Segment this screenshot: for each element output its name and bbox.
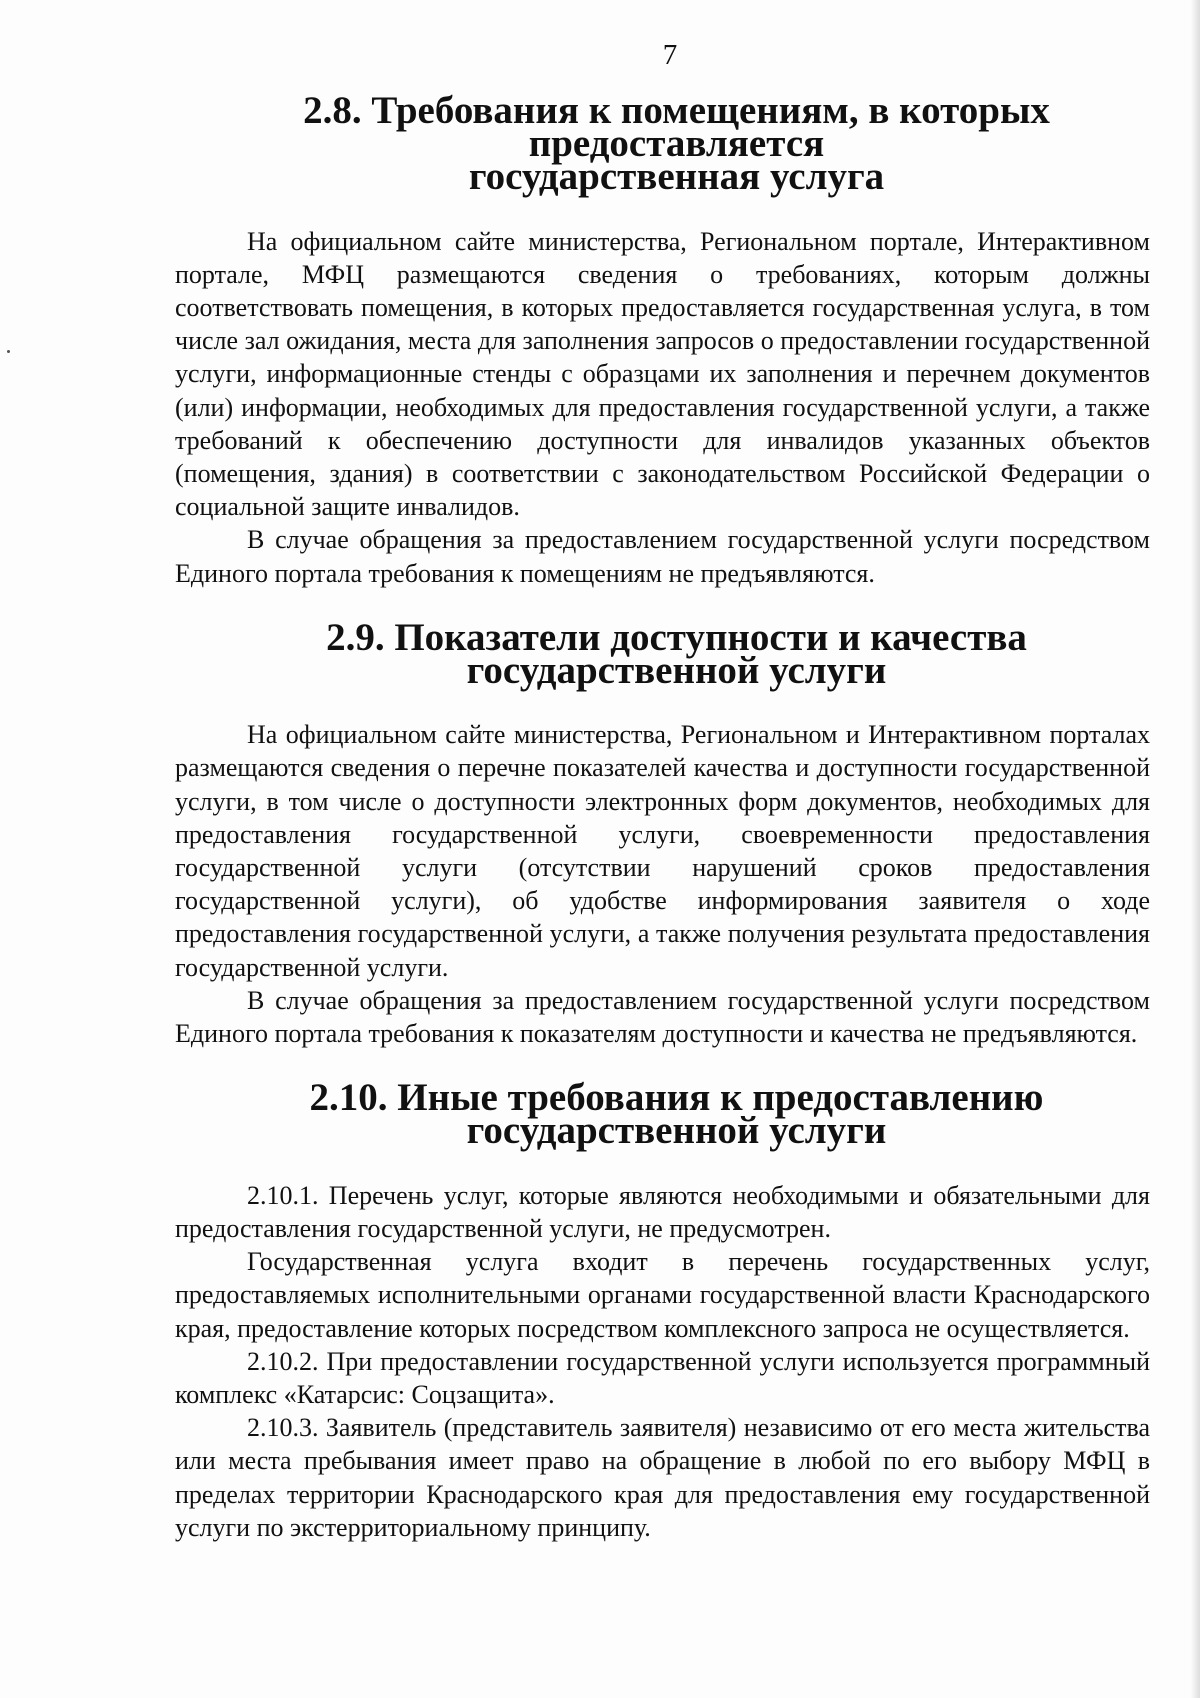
paragraph: В случае обращения за предоставлением государственной услуги посредством Единого портала требования к помещениям не предъявляются.	[175, 525, 1150, 588]
paragraph: На официальном сайте министерства, Региональном и Интерактивном порталах размещаются сведения о перечне показателей качества и доступности государственной услуги, в том числе о доступности электронных форм документов, необходимых для предоставления государственной услуги, своевременности предоставления государственной услуги (отсутствии нарушений сроков предоставления государственной услуги), об удобстве информирования заявителя о ходе предоставления государственной услуги, а также получения результата предоставления государственной услуги.	[175, 720, 1150, 982]
section-heading	[175, 1076, 1150, 1153]
scan-speck	[7, 350, 10, 353]
section-heading	[175, 89, 1150, 199]
paragraph: 2.10.2. При предоставлении государственной услуги используется программный комплекс «Катарсис: Соцзащита».	[175, 1346, 1150, 1409]
paragraph: 2.10.3. Заявитель (представитель заявителя) независимо от его места жительства или места пребывания имеет право на обращение в любой по его выбору МФЦ в пределах территории Краснодарского края для предоставления ему государственной услуги по экстерриториальному принципу.	[175, 1413, 1150, 1542]
section-2-8	[175, 89, 1150, 590]
paragraph: В случае обращения за предоставлением государственной услуги посредством Единого портала требования к показателям доступности и качества не предъявляются.	[175, 985, 1150, 1049]
page-number: 7	[662, 39, 678, 71]
heading-line: 2.9. Показатели доступности и качества	[326, 615, 1027, 659]
section-2-9	[175, 615, 1150, 1050]
paragraph: Государственная услуга входит в перечень государственных услуг, предоставляемых исполнительными органами государственной власти Краснодарского края, предоставление которых посредством комплексного запроса не осуществляется.	[175, 1247, 1150, 1343]
heading-line: 2.10. Иные требования к предоставлению	[309, 1076, 1044, 1120]
section-heading	[175, 615, 1150, 693]
heading-line: 2.8. Требования к помещениям, в которых предоставляется	[303, 89, 1050, 166]
paragraph: На официальном сайте министерства, Региональном портале, Интерактивном портале, МФЦ размещаются сведения о требованиях, которым должны соответствовать помещения, в которых предоставляется государственная услуга, в том числе зал ожидания, места для заполнения запросов о предоставлении государственной услуги, информационные стенды с образцами их заполнения и перечнем документов (или) информации, необходимых для предоставления государственной услуги, а также требований к обеспечению доступности для инвалидов указанных объектов (помещения, здания) в соответствии с законодательством Российской Федерации о социальной защите инвалидов.	[175, 226, 1150, 522]
paragraph: 2.10.1. Перечень услуг, которые являются необходимыми и обязательными для предоставления государственной услуги, не предусмотрен.	[175, 1180, 1150, 1243]
document-body	[175, 89, 1150, 1544]
heading-line: государственной услуги	[466, 649, 887, 693]
heading-line: государственная услуга	[468, 155, 885, 199]
section-2-10	[175, 1076, 1150, 1544]
heading-line: государственной услуги	[466, 1109, 887, 1153]
scan-edge-shadow	[1190, 0, 1200, 1698]
